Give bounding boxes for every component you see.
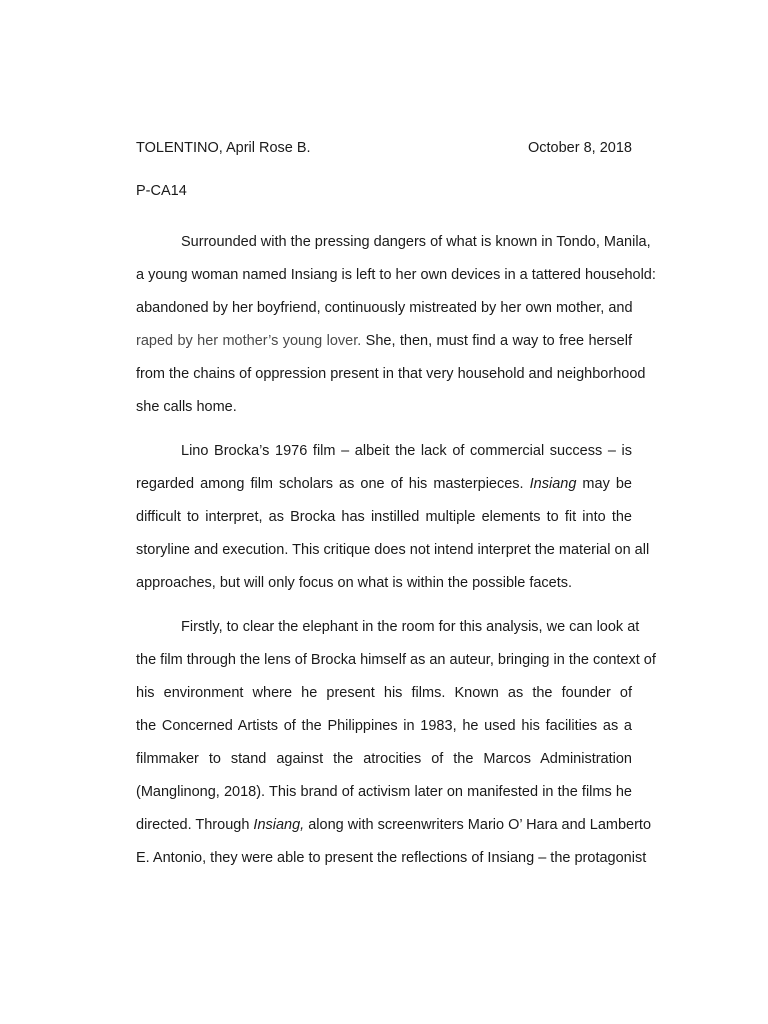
document-header [136,140,632,160]
paragraph-3-line-6: (Manglinong, 2018). This brand of activism later on manifested in the films he [136,784,632,800]
paragraph-1-line-5: from the chains of oppression present in that very household and neighborhood [136,366,646,382]
author-name: TOLENTINO, April Rose B. [136,140,311,156]
film-title: Insiang [529,476,577,492]
paragraph-3-line-3: his environment where he present his films. Known as the founder of [136,685,632,701]
paragraph-3-line-7: directed. Through Insiang, along with screenwriters Mario O’ Hara and Lamberto [136,817,652,833]
paragraph-2-line-1: Lino Brocka’s 1976 film – albeit the lack of commercial success – is [181,443,632,459]
paragraph-3-line-2: the film through the lens of Brocka himself as an auteur, bringing in the context of [136,652,656,668]
paragraph-1-line-4: raped by her mother’s young lover. She, then, must find a way to free herself [136,333,632,349]
paragraph-3-line-1: Firstly, to clear the elephant in the room for this analysis, we can look at [181,619,640,635]
film-title: Insiang, [253,817,305,833]
document-date: October 8, 2018 [528,140,632,156]
paragraph-2-line-5: approaches, but will only focus on what is within the possible facets. [136,575,573,591]
paragraph-1-line-1: Surrounded with the pressing dangers of what is known in Tondo, Manila, [181,234,651,250]
paragraph-3-line-4: the Concerned Artists of the Philippines in 1983, he used his facilities as a [136,718,632,734]
paragraph-2-line-2: regarded among film scholars as one of his masterpieces. Insiang may be [136,476,632,492]
paragraph-1-line-2: a young woman named Insiang is left to her own devices in a tattered household: [136,267,656,283]
paragraph-3-line-8: E. Antonio, they were able to present the reflections of Insiang – the protagonist [136,850,647,866]
paragraph-2-line-3: difficult to interpret, as Brocka has instilled multiple elements to fit into the [136,509,632,525]
course-code: P-CA14 [136,183,187,199]
paragraph-2-line-4: storyline and execution. This critique does not intend interpret the material on all [136,542,650,558]
paragraph-3-line-5: filmmaker to stand against the atrocities of the Marcos Administration [136,751,632,767]
paragraph-1-line-6: she calls home. [136,399,237,415]
paragraph-1-line-3: abandoned by her boyfriend, continuously mistreated by her own mother, and [136,300,633,316]
